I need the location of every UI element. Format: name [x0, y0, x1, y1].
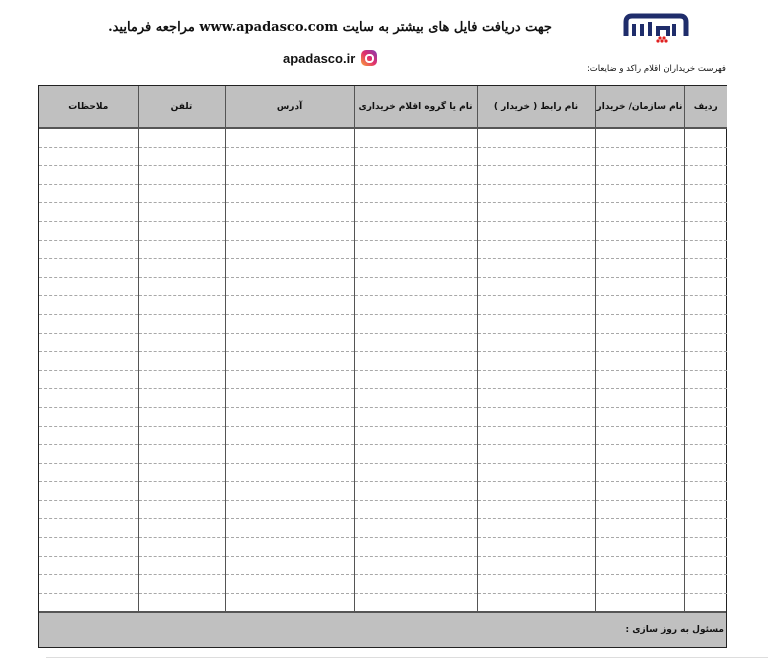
table-cell[interactable] [138, 538, 225, 557]
table-cell[interactable] [225, 407, 354, 426]
table-cell[interactable] [595, 519, 684, 538]
table-cell[interactable] [684, 203, 727, 222]
table-cell[interactable] [684, 240, 727, 259]
table-cell[interactable] [39, 259, 138, 278]
table-row [39, 538, 727, 557]
table-cell[interactable] [138, 184, 225, 203]
table-cell[interactable] [39, 593, 138, 611]
table-row [39, 482, 727, 501]
table-cell[interactable] [354, 389, 477, 408]
table-row [39, 314, 727, 333]
table-row [39, 463, 727, 482]
table-cell[interactable] [225, 296, 354, 315]
col-item-group: نام یا گروه اقلام خریداری [354, 86, 477, 128]
table-cell[interactable] [138, 277, 225, 296]
table-cell[interactable] [138, 445, 225, 464]
table-cell[interactable] [684, 500, 727, 519]
table-cell[interactable] [225, 184, 354, 203]
table-cell[interactable] [684, 314, 727, 333]
table-row [39, 240, 727, 259]
table-cell[interactable] [138, 482, 225, 501]
table-row [39, 519, 727, 538]
table-cell[interactable] [39, 556, 138, 575]
table-cell[interactable] [225, 166, 354, 185]
table-row [39, 370, 727, 389]
table-cell[interactable] [595, 277, 684, 296]
table-cell[interactable] [595, 500, 684, 519]
table-cell[interactable] [684, 277, 727, 296]
table-cell[interactable] [39, 370, 138, 389]
table-cell[interactable] [138, 128, 225, 147]
table-cell[interactable] [595, 333, 684, 352]
table-cell[interactable] [354, 296, 477, 315]
table-cell[interactable] [684, 575, 727, 594]
table-cell[interactable] [138, 593, 225, 611]
table-cell[interactable] [39, 426, 138, 445]
table-row [39, 128, 727, 147]
table-cell[interactable] [225, 538, 354, 557]
sheet-subtitle: فهرست خریداران اقلام راکد و ضایعات: [586, 64, 726, 74]
table-row [39, 203, 727, 222]
table-cell[interactable] [595, 445, 684, 464]
table-cell[interactable] [595, 314, 684, 333]
table-cell[interactable] [595, 556, 684, 575]
table-cell[interactable] [354, 203, 477, 222]
table-cell[interactable] [595, 128, 684, 147]
table-cell[interactable] [354, 426, 477, 445]
table-row [39, 259, 727, 278]
table-cell[interactable] [477, 575, 595, 594]
table-cell[interactable] [39, 166, 138, 185]
instagram-link[interactable] [283, 48, 377, 68]
col-row-number: ردیف [684, 86, 727, 128]
table-cell[interactable] [225, 593, 354, 611]
table-cell[interactable] [138, 296, 225, 315]
table-cell[interactable] [477, 519, 595, 538]
table-row [39, 426, 727, 445]
table-cell[interactable] [354, 166, 477, 185]
table-cell[interactable] [595, 463, 684, 482]
table-cell[interactable] [477, 538, 595, 557]
table-row [39, 575, 727, 594]
table-cell[interactable] [477, 166, 595, 185]
table-cell[interactable] [477, 203, 595, 222]
table-cell[interactable] [477, 389, 595, 408]
table-cell[interactable] [477, 314, 595, 333]
table-cell[interactable] [477, 407, 595, 426]
table-cell[interactable] [595, 203, 684, 222]
instagram-handle: apadasco.ir [283, 50, 356, 66]
table-cell[interactable] [595, 259, 684, 278]
table-cell[interactable] [595, 296, 684, 315]
table-cell[interactable] [354, 128, 477, 147]
table-cell[interactable] [477, 556, 595, 575]
table-cell[interactable] [138, 370, 225, 389]
table-cell[interactable] [354, 407, 477, 426]
table-cell[interactable] [138, 221, 225, 240]
table-cell[interactable] [595, 407, 684, 426]
table-cell[interactable] [595, 166, 684, 185]
table-cell[interactable] [684, 184, 727, 203]
table-cell[interactable] [354, 352, 477, 371]
table-cell[interactable] [39, 407, 138, 426]
table-cell[interactable] [684, 221, 727, 240]
table-cell[interactable] [39, 128, 138, 147]
table-cell[interactable] [684, 538, 727, 557]
buyers-table [39, 86, 727, 611]
table-cell[interactable] [138, 500, 225, 519]
table-row [39, 407, 727, 426]
table-cell[interactable] [39, 277, 138, 296]
table-cell[interactable] [225, 389, 354, 408]
table-cell[interactable] [684, 445, 727, 464]
table-cell[interactable] [684, 389, 727, 408]
table-row [39, 333, 727, 352]
table-cell[interactable] [354, 184, 477, 203]
table-cell[interactable] [477, 426, 595, 445]
table-cell[interactable] [138, 407, 225, 426]
table-header-row [39, 86, 727, 128]
table-cell[interactable] [225, 352, 354, 371]
table-cell[interactable] [138, 519, 225, 538]
table-cell[interactable] [477, 184, 595, 203]
table-cell[interactable] [684, 259, 727, 278]
table-cell[interactable] [595, 147, 684, 166]
table-cell[interactable] [477, 296, 595, 315]
table-cell[interactable] [138, 203, 225, 222]
col-address: آدرس [225, 86, 354, 128]
table-cell[interactable] [225, 277, 354, 296]
table-cell[interactable] [477, 482, 595, 501]
table-cell[interactable] [354, 314, 477, 333]
table-cell[interactable] [684, 593, 727, 611]
table-cell[interactable] [39, 240, 138, 259]
table-cell[interactable] [477, 500, 595, 519]
table-cell[interactable] [354, 333, 477, 352]
instagram-icon [361, 50, 377, 66]
table-cell[interactable] [477, 259, 595, 278]
table-cell[interactable] [225, 556, 354, 575]
table-cell[interactable] [354, 519, 477, 538]
table-cell[interactable] [39, 203, 138, 222]
table-cell[interactable] [225, 370, 354, 389]
table-row [39, 296, 727, 315]
table-cell[interactable] [354, 147, 477, 166]
table-cell[interactable] [595, 184, 684, 203]
table-cell[interactable] [138, 389, 225, 408]
table-row [39, 500, 727, 519]
table-row [39, 277, 727, 296]
table-cell[interactable] [684, 482, 727, 501]
table-cell[interactable] [138, 426, 225, 445]
table-cell[interactable] [354, 463, 477, 482]
table-cell[interactable] [684, 556, 727, 575]
table-cell[interactable] [354, 500, 477, 519]
table-cell[interactable] [595, 538, 684, 557]
table-cell[interactable] [354, 593, 477, 611]
table-cell[interactable] [684, 352, 727, 371]
table-row [39, 389, 727, 408]
table-row [39, 147, 727, 166]
table-cell[interactable] [477, 277, 595, 296]
table-cell[interactable] [354, 556, 477, 575]
col-phone: تلفن [138, 86, 225, 128]
table-cell[interactable] [39, 463, 138, 482]
table-cell[interactable] [225, 445, 354, 464]
table-cell[interactable] [138, 147, 225, 166]
table-cell[interactable] [595, 426, 684, 445]
col-organization: نام سازمان/ خریدار [595, 86, 684, 128]
table-cell[interactable] [225, 259, 354, 278]
col-contact-name: نام رابط ( خریدار ) [477, 86, 595, 128]
table-row [39, 221, 727, 240]
table-cell[interactable] [477, 221, 595, 240]
col-notes: ملاحظات [39, 86, 138, 128]
table-cell[interactable] [225, 482, 354, 501]
table-cell[interactable] [138, 575, 225, 594]
table-cell[interactable] [354, 240, 477, 259]
table-cell[interactable] [354, 221, 477, 240]
table-cell[interactable] [354, 259, 477, 278]
table-cell[interactable] [225, 147, 354, 166]
table-row [39, 352, 727, 371]
table-cell[interactable] [225, 519, 354, 538]
table-cell[interactable] [684, 128, 727, 147]
table-cell[interactable] [595, 240, 684, 259]
table-cell[interactable] [225, 240, 354, 259]
download-notice: جهت دریافت فایل های بیشتر به سایت www.apadasco.com مراجعه فرمایید. [108, 20, 552, 35]
table-cell[interactable] [477, 240, 595, 259]
table-cell[interactable] [595, 389, 684, 408]
table-cell[interactable] [39, 538, 138, 557]
table-cell[interactable] [684, 519, 727, 538]
table-cell[interactable] [39, 296, 138, 315]
update-responsible-label: مسئول به روز سازی : [625, 625, 724, 636]
table-cell[interactable] [354, 370, 477, 389]
table-cell[interactable] [595, 482, 684, 501]
table-cell[interactable] [138, 259, 225, 278]
table-cell[interactable] [684, 333, 727, 352]
table-cell[interactable] [225, 128, 354, 147]
table-cell[interactable] [477, 463, 595, 482]
page-divider [46, 657, 768, 658]
table-cell[interactable] [595, 575, 684, 594]
table-cell[interactable] [477, 445, 595, 464]
table-cell[interactable] [225, 203, 354, 222]
update-responsible-row [39, 611, 726, 647]
table-cell[interactable] [595, 370, 684, 389]
table-cell[interactable] [39, 575, 138, 594]
table-row [39, 166, 727, 185]
table-cell[interactable] [39, 314, 138, 333]
table-cell[interactable] [595, 221, 684, 240]
table-row [39, 184, 727, 203]
table-cell[interactable] [39, 147, 138, 166]
table-cell[interactable] [225, 221, 354, 240]
table-cell[interactable] [138, 333, 225, 352]
table-cell[interactable] [138, 352, 225, 371]
table-cell[interactable] [684, 296, 727, 315]
table-cell[interactable] [138, 166, 225, 185]
table-cell[interactable] [39, 184, 138, 203]
table-cell[interactable] [354, 575, 477, 594]
table-cell[interactable] [354, 482, 477, 501]
table-cell[interactable] [138, 240, 225, 259]
table-cell[interactable] [39, 352, 138, 371]
table-cell[interactable] [477, 333, 595, 352]
buyers-sheet [38, 85, 727, 648]
table-cell[interactable] [684, 147, 727, 166]
table-cell[interactable] [39, 482, 138, 501]
table-cell[interactable] [477, 128, 595, 147]
table-cell[interactable] [39, 389, 138, 408]
table-cell[interactable] [225, 333, 354, 352]
company-logo [620, 10, 692, 44]
table-cell[interactable] [477, 352, 595, 371]
table-cell[interactable] [225, 575, 354, 594]
table-cell[interactable] [477, 593, 595, 611]
table-cell[interactable] [354, 277, 477, 296]
table-cell[interactable] [138, 556, 225, 575]
table-cell[interactable] [684, 426, 727, 445]
table-cell[interactable] [477, 370, 595, 389]
table-cell[interactable] [477, 147, 595, 166]
table-row [39, 445, 727, 464]
table-cell[interactable] [684, 463, 727, 482]
table-cell[interactable] [39, 333, 138, 352]
table-cell[interactable] [138, 463, 225, 482]
table-cell[interactable] [39, 445, 138, 464]
table-cell[interactable] [225, 500, 354, 519]
table-row [39, 556, 727, 575]
table-cell[interactable] [684, 370, 727, 389]
table-cell[interactable] [225, 426, 354, 445]
table-cell[interactable] [595, 593, 684, 611]
table-cell[interactable] [354, 445, 477, 464]
table-cell[interactable] [39, 221, 138, 240]
table-cell[interactable] [684, 407, 727, 426]
table-cell[interactable] [138, 314, 225, 333]
table-cell[interactable] [225, 463, 354, 482]
table-cell[interactable] [595, 352, 684, 371]
table-cell[interactable] [39, 519, 138, 538]
table-cell[interactable] [684, 166, 727, 185]
table-cell[interactable] [354, 538, 477, 557]
table-cell[interactable] [225, 314, 354, 333]
table-cell[interactable] [39, 500, 138, 519]
table-row [39, 593, 727, 611]
